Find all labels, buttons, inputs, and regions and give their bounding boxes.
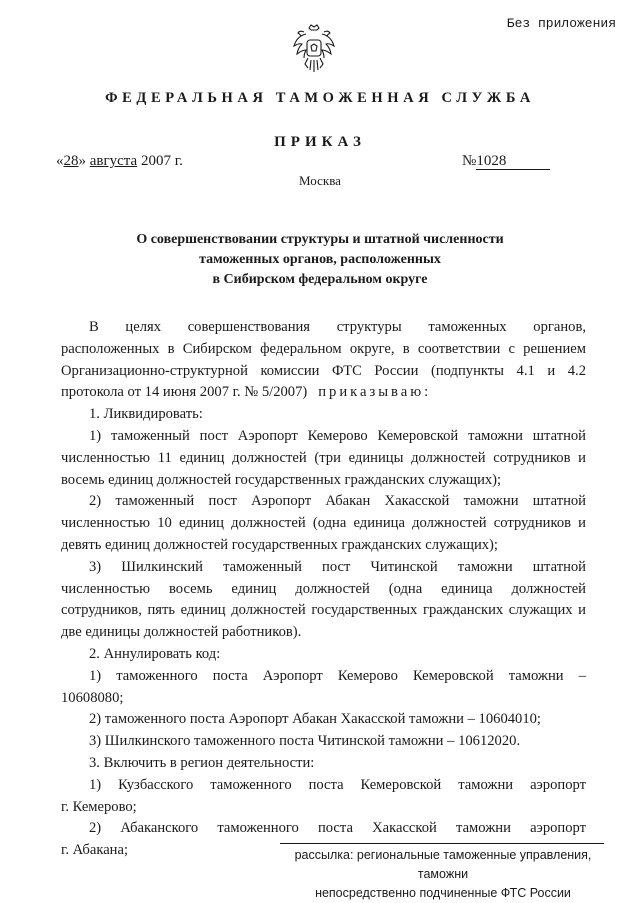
body-line: г. Абакана; xyxy=(61,842,129,859)
body-line: 2) таможенный пост Аэропорт Абакан Хакасской таможни штатной xyxy=(89,493,586,510)
subject-line: таможенных органов, расположенных xyxy=(199,252,441,267)
date-day: 28 xyxy=(63,153,79,169)
preamble-line xyxy=(61,382,586,404)
body-line: 1) Кузбасского таможенного поста Кемеровской таможни аэропорт xyxy=(89,776,586,793)
document-type: ПРИКАЗ xyxy=(274,134,366,150)
order-subject xyxy=(60,230,580,290)
body-line: 1. Ликвидировать: xyxy=(89,406,203,423)
body-line: 3) Шилкинского таможенного поста Читинской таможни – 10612020. xyxy=(89,733,521,750)
body-line: 2) Абаканского таможенного поста Хакасской таможни аэропорт xyxy=(89,820,586,837)
mailing-line: рассылка: региональные таможенные управления, таможни xyxy=(294,848,592,881)
body-line: 1) таможенного поста Аэропорт Кемерово Кемеровской таможни – xyxy=(89,667,586,684)
preamble-last: протокола от 14 июня 2007 г. № 5/2007) xyxy=(61,384,308,401)
date-year: 2007 г. xyxy=(140,153,183,169)
body-line: 10608080; xyxy=(61,689,124,706)
city: Москва xyxy=(299,173,341,188)
preamble-line: В целях совершенствования структуры таможенных органов, xyxy=(89,319,586,335)
number-prefix: № xyxy=(462,153,477,169)
body-line: 3) Шилкинский таможенный пост Читинской таможни штатной xyxy=(89,558,586,575)
subject-line: в Сибирском федеральном округе xyxy=(212,272,428,287)
order-items xyxy=(61,404,586,862)
emblem-eagle-icon xyxy=(292,22,336,76)
body-line: численностью восемь единиц должностей (одна единица должностей xyxy=(61,580,586,597)
mailing-line: непосредственно подчиненные ФТС России xyxy=(315,886,571,900)
order-date xyxy=(56,153,183,170)
mailing-divider xyxy=(280,843,604,844)
corner-note: Без приложения xyxy=(506,16,616,31)
date-open-quote: « xyxy=(56,153,64,169)
order-number xyxy=(462,153,550,170)
body-line: восемь единиц должностей государственных гражданских служащих); xyxy=(61,471,502,488)
subject-line: О совершенствовании структуры и штатной численности xyxy=(136,232,504,247)
body-line: две единицы должностей работников). xyxy=(61,624,302,641)
body-line: численностью 11 единиц должностей (три единицы должностей сотрудников и xyxy=(61,449,586,466)
body-line: 3. Включить в регион деятельности: xyxy=(89,754,315,771)
body-line: 2. Аннулировать код: xyxy=(89,645,221,662)
preamble-line: расположенных в Сибирском федеральном округе, в соответствии с решением xyxy=(61,340,586,357)
body-line: 2) таможенного поста Аэропорт Абакан Хакасской таможни – 10604010; xyxy=(89,711,541,728)
date-close-quote: » xyxy=(78,153,86,169)
body-line: г. Кемерово; xyxy=(61,798,137,815)
body-line: 1) таможенный пост Аэропорт Кемерово Кемеровской таможни штатной xyxy=(89,427,586,444)
mailing-list xyxy=(283,846,603,903)
preamble-line: Организационно-структурной комиссии ФТС России (подпункты 4.1 и 4.2 xyxy=(61,362,586,379)
body-line: девять единиц должностей государственных гражданских служащих); xyxy=(61,536,498,553)
order-word: приказываю: xyxy=(318,384,432,401)
order-body xyxy=(61,317,586,862)
organization-name: ФЕДЕРАЛЬНАЯ ТАМОЖЕННАЯ СЛУЖБА xyxy=(105,90,535,106)
number-value: 1028 xyxy=(476,154,550,170)
body-line: сотрудников, пять единиц должностей государственных гражданских служащих и xyxy=(61,602,586,619)
body-line: численностью 10 единиц должностей (одна единица должностей сотрудников и xyxy=(61,515,586,532)
date-month: августа xyxy=(89,153,138,169)
